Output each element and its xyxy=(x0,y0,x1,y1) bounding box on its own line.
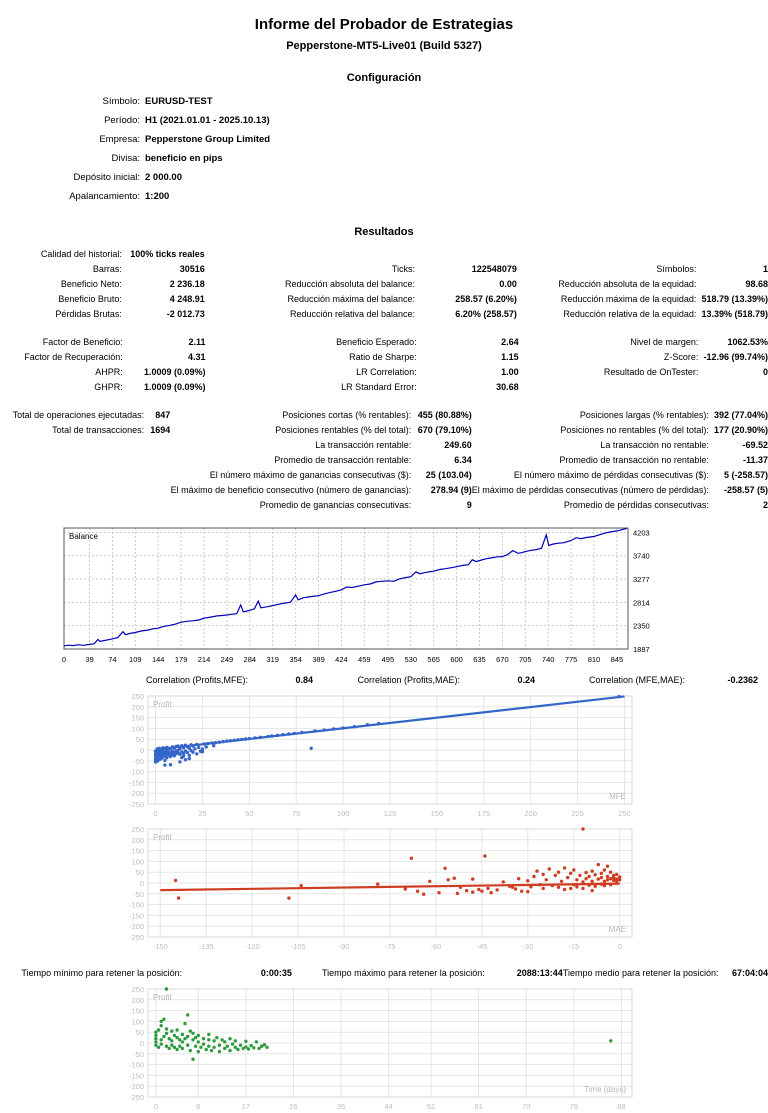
svg-text:-90: -90 xyxy=(338,942,350,951)
result-row xyxy=(10,965,768,980)
svg-text:-150: -150 xyxy=(128,911,144,921)
svg-text:0: 0 xyxy=(62,655,67,664)
result-label xyxy=(10,482,149,497)
svg-text:225: 225 xyxy=(571,809,584,818)
result-label: Calidad del historial: xyxy=(40,248,122,259)
result-label: La transacción no rentable: xyxy=(600,439,709,450)
svg-text:-30: -30 xyxy=(522,942,534,951)
svg-text:4203: 4203 xyxy=(633,528,650,538)
config-value: Pepperstone Group Limited xyxy=(145,134,271,145)
result-value: 1.0009 (0.09%) xyxy=(144,366,206,377)
svg-text:2814: 2814 xyxy=(633,598,650,608)
results-section xyxy=(0,246,768,512)
svg-text:-50: -50 xyxy=(133,1049,144,1059)
result-row xyxy=(10,437,768,452)
result-value: 6.34 xyxy=(454,454,472,465)
correlation-row xyxy=(0,672,768,687)
result-label: Tiempo máximo para retener la posición: xyxy=(322,967,485,978)
result-row xyxy=(10,497,768,512)
result-label: El número máximo de ganancias consecutivas ($): xyxy=(209,469,412,480)
result-value: 67:04:04 xyxy=(731,967,768,978)
svg-text:-75: -75 xyxy=(384,942,396,951)
result-label: El número máximo de pérdidas consecutivas ($): xyxy=(513,469,709,480)
balance-line-chart xyxy=(62,524,768,666)
config-row xyxy=(10,130,745,149)
result-value: 30.68 xyxy=(496,381,519,392)
svg-text:79: 79 xyxy=(569,1102,578,1111)
result-value: -12.96 (99.74%) xyxy=(703,351,768,362)
svg-text:144: 144 xyxy=(151,655,165,664)
result-value: 670 (79.10%) xyxy=(417,424,472,435)
result-label: Reducción absoluta de la equidad: xyxy=(558,278,697,289)
result-row xyxy=(10,261,768,276)
result-label: El máximo de beneficio consecutivo (número de ganancias): xyxy=(170,484,412,495)
result-label: Barras: xyxy=(92,263,122,274)
result-label: Total de operaciones ejecutadas: xyxy=(12,409,145,420)
svg-text:50: 50 xyxy=(135,868,144,878)
svg-text:Profit: Profit xyxy=(153,993,172,1002)
result-value xyxy=(149,482,170,497)
result-label: Beneficio Esperado: xyxy=(336,336,417,347)
svg-text:-250: -250 xyxy=(128,933,144,942)
result-row xyxy=(10,482,768,497)
svg-text:25: 25 xyxy=(198,809,207,818)
result-label: El máximo de pérdidas consecutivas (número de pérdidas): xyxy=(471,484,709,495)
svg-text:-250: -250 xyxy=(128,1093,144,1102)
svg-text:0: 0 xyxy=(139,1039,144,1048)
config-row xyxy=(10,168,745,187)
svg-text:3277: 3277 xyxy=(633,575,650,585)
svg-text:0: 0 xyxy=(153,809,158,818)
result-value: 1062.53% xyxy=(727,336,768,347)
svg-text:150: 150 xyxy=(131,1006,144,1016)
result-label: Total de transacciones: xyxy=(52,424,145,435)
config-value: beneficio en pips xyxy=(145,153,223,164)
svg-text:Balance: Balance xyxy=(69,532,98,541)
result-label: Factor de Beneficio: xyxy=(42,336,123,347)
svg-text:39: 39 xyxy=(85,655,94,664)
svg-text:0: 0 xyxy=(617,942,622,951)
svg-text:0: 0 xyxy=(139,746,144,755)
time-chart-svg xyxy=(118,986,638,1113)
svg-text:250: 250 xyxy=(131,986,144,994)
config-label: Período: xyxy=(104,115,140,126)
mae-scatter-chart xyxy=(118,826,768,953)
svg-text:250: 250 xyxy=(618,809,631,818)
svg-text:200: 200 xyxy=(131,702,144,712)
result-value: 122548079 xyxy=(471,263,517,274)
svg-text:-150: -150 xyxy=(152,942,168,951)
result-label: Reducción máxima del balance: xyxy=(287,293,416,304)
result-value: 2 236.18 xyxy=(169,278,205,289)
results-table xyxy=(10,965,768,980)
result-label: Correlation (Profits,MFE): xyxy=(145,674,248,685)
config-value: EURUSD-TEST xyxy=(145,96,213,107)
svg-text:2350: 2350 xyxy=(633,621,650,631)
result-label: Posiciones cortas (% rentables): xyxy=(282,409,412,420)
svg-text:17: 17 xyxy=(241,1102,251,1111)
result-row xyxy=(10,276,768,291)
svg-text:150: 150 xyxy=(131,846,144,856)
result-value: 2088:13:44 xyxy=(516,967,563,978)
config-value: 1:200 xyxy=(145,191,170,202)
result-value: 1.0009 (0.09%) xyxy=(144,381,206,392)
result-label: Reducción máxima de la equidad: xyxy=(560,293,697,304)
result-value: 0.00 xyxy=(499,278,517,289)
result-label: AHPR: xyxy=(95,366,123,377)
result-label: Tiempo medio para retener la posición: xyxy=(562,967,719,978)
svg-text:845: 845 xyxy=(610,655,624,664)
result-value xyxy=(149,437,170,452)
svg-text:705: 705 xyxy=(519,655,532,664)
svg-text:775: 775 xyxy=(564,655,578,664)
result-row xyxy=(10,246,768,261)
svg-text:MFE: MFE xyxy=(609,792,626,801)
config-label: Depósito inicial: xyxy=(73,172,140,183)
result-value: 0.84 xyxy=(295,674,313,685)
svg-text:810: 810 xyxy=(587,655,601,664)
svg-text:-100: -100 xyxy=(128,900,144,910)
result-value: -2 012.73 xyxy=(166,308,205,319)
results-table xyxy=(10,672,758,687)
result-value: 0.24 xyxy=(517,674,535,685)
result-row xyxy=(10,422,768,437)
result-label: Promedio de ganancias consecutivas: xyxy=(259,499,412,510)
result-label: Reducción relativa del balance: xyxy=(289,308,416,319)
config-row xyxy=(10,187,745,206)
result-label: Posiciones no rentables (% del total): xyxy=(560,424,709,435)
svg-text:200: 200 xyxy=(524,809,537,818)
svg-text:8: 8 xyxy=(196,1102,201,1111)
config-row xyxy=(10,149,745,168)
result-value: 4.31 xyxy=(188,351,206,362)
results-heading: Resultados xyxy=(354,226,414,238)
svg-text:MAE: MAE xyxy=(608,925,626,934)
svg-text:44: 44 xyxy=(384,1102,393,1111)
result-value: -0.2362 xyxy=(727,674,758,685)
result-label: Reducción relativa de la equidad: xyxy=(563,308,697,319)
svg-text:530: 530 xyxy=(404,655,418,664)
svg-text:600: 600 xyxy=(450,655,463,664)
svg-text:319: 319 xyxy=(266,655,279,664)
svg-text:-50: -50 xyxy=(133,756,144,766)
svg-text:175: 175 xyxy=(477,809,491,818)
config-row xyxy=(10,111,745,130)
svg-text:740: 740 xyxy=(541,655,555,664)
svg-text:670: 670 xyxy=(496,655,509,664)
result-row xyxy=(10,467,768,482)
svg-text:565: 565 xyxy=(427,655,440,664)
svg-text:354: 354 xyxy=(289,655,302,664)
result-label xyxy=(517,246,702,261)
result-value: 278.94 (9) xyxy=(430,484,472,495)
svg-text:100: 100 xyxy=(131,1017,144,1027)
result-value: -11.37 xyxy=(742,454,768,465)
results-table xyxy=(10,246,768,321)
result-label: Pérdidas Brutas: xyxy=(55,308,122,319)
result-row xyxy=(10,407,768,422)
result-label: Nivel de margen: xyxy=(630,336,699,347)
config-label: Empresa: xyxy=(99,134,140,145)
result-value xyxy=(703,379,768,394)
svg-text:-150: -150 xyxy=(128,778,144,788)
result-label: Correlation (Profits,MAE): xyxy=(357,674,460,685)
svg-text:200: 200 xyxy=(131,835,144,845)
svg-text:-200: -200 xyxy=(128,922,144,932)
result-row xyxy=(10,364,768,379)
result-label: LR Standard Error: xyxy=(341,381,417,392)
result-value: 258.57 (6.20%) xyxy=(455,293,517,304)
result-label xyxy=(10,497,149,512)
svg-text:0: 0 xyxy=(139,879,144,888)
time-scatter-chart xyxy=(118,986,768,1113)
result-value: 9 xyxy=(466,499,472,510)
config-value: 2 000.00 xyxy=(145,172,182,183)
result-label xyxy=(10,467,149,482)
svg-text:250: 250 xyxy=(131,693,144,701)
svg-text:1887: 1887 xyxy=(633,645,650,654)
result-row xyxy=(10,452,768,467)
result-value: 13.39% (518.79) xyxy=(701,308,768,319)
svg-text:-135: -135 xyxy=(198,942,214,951)
svg-text:88: 88 xyxy=(617,1102,626,1111)
result-value: 4 248.91 xyxy=(169,293,205,304)
report-subtitle: Pepperstone-MT5-Live01 (Build 5327) xyxy=(286,40,482,52)
result-label xyxy=(519,379,704,394)
result-label xyxy=(10,437,149,452)
result-label: Posiciones largas (% rentables): xyxy=(579,409,709,420)
result-label: Símbolos: xyxy=(656,263,697,274)
svg-text:-100: -100 xyxy=(128,1060,144,1070)
svg-text:-250: -250 xyxy=(128,800,144,809)
result-value: 25 (103.04) xyxy=(425,469,472,480)
svg-text:52: 52 xyxy=(426,1102,436,1111)
svg-text:-150: -150 xyxy=(128,1071,144,1081)
svg-text:635: 635 xyxy=(473,655,486,664)
svg-text:125: 125 xyxy=(383,809,397,818)
result-row xyxy=(10,379,768,394)
svg-text:249: 249 xyxy=(220,655,234,664)
result-value: 0 xyxy=(762,366,768,377)
config-label: Símbolo: xyxy=(102,96,140,107)
config-label: Apalancamiento: xyxy=(69,191,140,202)
svg-text:150: 150 xyxy=(430,809,444,818)
result-label: Ticks: xyxy=(391,263,416,274)
result-value: 2 xyxy=(762,499,768,510)
result-value: 100% ticks reales xyxy=(130,248,205,259)
svg-text:214: 214 xyxy=(197,655,211,664)
result-value: 177 (20.90%) xyxy=(713,424,768,435)
config-value: H1 (2021.01.01 - 2025.10.13) xyxy=(145,115,270,126)
svg-text:179: 179 xyxy=(174,655,188,664)
result-label: LR Correlation: xyxy=(356,366,417,377)
result-label: Z-Score: xyxy=(663,351,699,362)
result-value: 98.68 xyxy=(745,278,768,289)
result-label: GHPR: xyxy=(94,381,123,392)
config-table xyxy=(10,92,745,206)
svg-text:75: 75 xyxy=(292,809,301,818)
result-value xyxy=(149,497,170,512)
report-title: Informe del Probador de Estrategias xyxy=(254,16,514,33)
result-label: Resultado de OnTester: xyxy=(603,366,699,377)
result-value: 392 (77.04%) xyxy=(713,409,768,420)
svg-text:35: 35 xyxy=(336,1102,346,1111)
svg-text:26: 26 xyxy=(289,1102,298,1111)
svg-text:-15: -15 xyxy=(568,942,580,951)
svg-text:150: 150 xyxy=(131,713,144,723)
balance-chart-svg xyxy=(62,524,666,666)
mfe-scatter-chart xyxy=(118,693,768,820)
result-label: La transacción rentable: xyxy=(315,439,412,450)
svg-text:-100: -100 xyxy=(128,767,144,777)
svg-text:284: 284 xyxy=(243,655,257,664)
config-row xyxy=(10,92,745,111)
result-value: 1.00 xyxy=(501,366,519,377)
result-row xyxy=(10,672,758,687)
result-value: 455 (80.88%) xyxy=(417,409,472,420)
result-value: 847 xyxy=(155,409,171,420)
svg-text:Profit: Profit xyxy=(153,833,172,842)
config-label: Divisa: xyxy=(111,153,140,164)
result-value: 249.60 xyxy=(444,439,472,450)
result-row xyxy=(10,306,768,321)
svg-text:100: 100 xyxy=(131,724,144,734)
result-value: 1.15 xyxy=(501,351,519,362)
result-label xyxy=(10,452,149,467)
result-value: -258.57 (5) xyxy=(723,484,768,495)
result-label: Correlation (MFE,MAE): xyxy=(588,674,685,685)
svg-text:495: 495 xyxy=(381,655,395,664)
result-value: 1694 xyxy=(150,424,171,435)
result-label: Beneficio Bruto: xyxy=(58,293,122,304)
result-value: 30516 xyxy=(179,263,205,274)
result-value xyxy=(149,467,170,482)
result-label: Promedio de transacción rentable: xyxy=(274,454,412,465)
result-label: Ratio de Sharpe: xyxy=(349,351,417,362)
config-section xyxy=(0,92,768,206)
result-value: 5 (-258.57) xyxy=(723,469,768,480)
svg-text:-45: -45 xyxy=(476,942,488,951)
svg-text:200: 200 xyxy=(131,995,144,1005)
svg-text:Time (days): Time (days) xyxy=(584,1085,626,1094)
svg-text:100: 100 xyxy=(131,857,144,867)
svg-text:0: 0 xyxy=(153,1102,159,1111)
svg-text:459: 459 xyxy=(358,655,371,664)
result-value: 1 xyxy=(762,263,768,274)
svg-text:-200: -200 xyxy=(128,1082,144,1092)
svg-text:50: 50 xyxy=(135,1028,144,1038)
result-label: Factor de Recuperación: xyxy=(24,351,123,362)
svg-text:74: 74 xyxy=(108,655,117,664)
svg-text:100: 100 xyxy=(336,809,350,818)
result-value: 2.64 xyxy=(501,336,519,347)
config-heading: Configuración xyxy=(346,72,422,84)
svg-text:-200: -200 xyxy=(128,789,144,799)
results-table xyxy=(10,407,768,512)
result-value: 2.11 xyxy=(188,336,206,347)
result-label: Beneficio Neto: xyxy=(60,278,122,289)
holding-time-row xyxy=(0,965,768,980)
svg-text:3740: 3740 xyxy=(633,551,650,561)
svg-text:250: 250 xyxy=(131,826,144,834)
result-value xyxy=(420,246,517,261)
svg-text:70: 70 xyxy=(522,1102,531,1111)
svg-text:Profit: Profit xyxy=(153,700,172,709)
result-row xyxy=(10,334,768,349)
svg-text:-120: -120 xyxy=(244,942,260,951)
result-value xyxy=(701,246,768,261)
result-value: 0:00:35 xyxy=(260,967,292,978)
result-row xyxy=(10,349,768,364)
result-label: Posiciones rentables (% del total): xyxy=(275,424,412,435)
result-label: Tiempo mínimo para retener la posición: xyxy=(21,967,183,978)
result-label: Reducción absoluta del balance: xyxy=(284,278,416,289)
result-value: -69.52 xyxy=(742,439,768,450)
result-value xyxy=(149,452,170,467)
result-label: Promedio de transacción no rentable: xyxy=(559,454,709,465)
svg-text:-105: -105 xyxy=(290,942,306,951)
result-label xyxy=(205,246,420,261)
mfe-chart-svg xyxy=(118,693,638,820)
svg-text:389: 389 xyxy=(312,655,325,664)
svg-text:50: 50 xyxy=(135,735,144,745)
result-value: 518.79 (13.39%) xyxy=(701,293,768,304)
svg-text:-50: -50 xyxy=(133,889,144,899)
svg-text:424: 424 xyxy=(335,655,348,664)
svg-text:61: 61 xyxy=(474,1102,483,1111)
svg-text:109: 109 xyxy=(129,655,142,664)
svg-text:-60: -60 xyxy=(430,942,442,951)
mae-chart-svg xyxy=(118,826,638,953)
svg-text:50: 50 xyxy=(245,809,254,818)
result-row xyxy=(10,291,768,306)
result-value: 6.20% (258.57) xyxy=(455,308,517,319)
results-table xyxy=(10,334,768,394)
result-label: Promedio de pérdidas consecutivas: xyxy=(563,499,709,510)
